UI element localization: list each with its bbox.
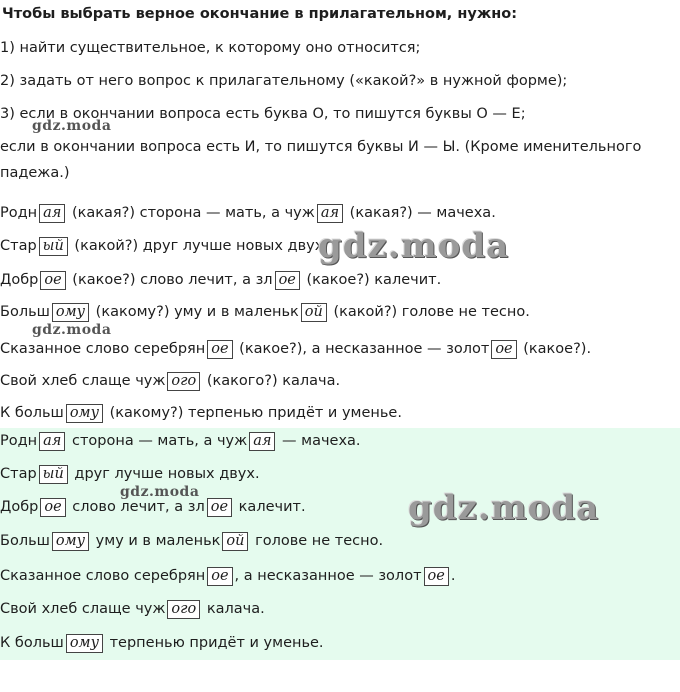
exercise-line: Стар ый (какой?) друг лучше новых двух.	[0, 238, 328, 254]
exercise-line: Свой хлеб слаще чуж ого (какого?) калача.	[0, 373, 341, 389]
rule-step-2: 2) задать от него вопрос к прилагательному («какой?» в нужной форме);	[0, 73, 568, 89]
ending-box: ое	[424, 567, 449, 586]
ending-box: ому	[66, 634, 103, 653]
ending-box: ая	[249, 432, 275, 451]
answer-line: К больш ому терпенью придёт и уменье.	[0, 635, 324, 651]
ending-box: ая	[39, 204, 65, 223]
ending-box: ой	[222, 532, 248, 551]
watermark: gdz.moda	[408, 488, 600, 528]
watermark: gdz.moda	[32, 322, 112, 338]
ending-box: ому	[52, 532, 89, 551]
ending-box: ое	[207, 340, 232, 359]
ending-box: ая	[317, 204, 343, 223]
answer-line: Больш ому уму и в маленьк ой голове не тесно.	[0, 533, 384, 549]
answer-line: Добр ое слово лечит, а зл ое калечит.	[0, 499, 306, 515]
ending-box: ое	[275, 271, 300, 290]
exercise-line: Родн ая (какая?) сторона — мать, а чуж ая (какая?) — мачеха.	[0, 205, 496, 221]
ending-box: ой	[301, 303, 327, 322]
ending-box: ое	[40, 271, 65, 290]
ending-box: ая	[39, 432, 65, 451]
ending-box: ому	[52, 303, 89, 322]
exercise-line: Добр ое (какое?) слово лечит, а зл ое (какое?) калечит.	[0, 272, 442, 288]
ending-box: ого	[167, 372, 200, 391]
ending-box: ое	[491, 340, 516, 359]
rule-step-3a: 3) если в окончании вопроса есть буква О, то пишутся буквы О — Е;	[0, 106, 526, 122]
answer-line: Свой хлеб слаще чуж ого калача.	[0, 601, 265, 617]
ending-box: ого	[167, 600, 200, 619]
exercise-line: Больш ому (какому?) уму и в маленьк ой (какой?) голове не тесно.	[0, 304, 530, 320]
exercise-line: Сказанное слово серебрян ое (какое?), а несказанное — золот ое (какое?).	[0, 341, 592, 357]
rule-step-3b: если в окончании вопроса есть И, то пишутся буквы И — Ы. (Кроме именительного	[0, 139, 642, 155]
rule-step-1: 1) найти существительное, к которому оно относится;	[0, 40, 421, 56]
answer-line: Сказанное слово серебрян ое , а несказанное — золот ое .	[0, 568, 456, 584]
ending-box: ый	[39, 465, 68, 484]
ending-box: ое	[207, 498, 232, 517]
watermark: gdz.moda	[120, 484, 200, 500]
exercise-line: К больш ому (какому?) терпенью придёт и уменье.	[0, 405, 402, 421]
answer-line: Родн ая сторона — мать, а чуж ая — мачеха.	[0, 433, 361, 449]
rule-heading: Чтобы выбрать верное окончание в прилагательном, нужно:	[2, 6, 518, 22]
watermark: gdz.moda	[318, 226, 510, 266]
watermark: gdz.moda	[32, 118, 112, 134]
answer-line: Стар ый друг лучше новых двух.	[0, 466, 260, 482]
rule-step-3c: падежа.)	[0, 165, 70, 181]
ending-box: ому	[66, 404, 103, 423]
ending-box: ое	[207, 567, 232, 586]
ending-box: ый	[39, 237, 68, 256]
ending-box: ое	[40, 498, 65, 517]
